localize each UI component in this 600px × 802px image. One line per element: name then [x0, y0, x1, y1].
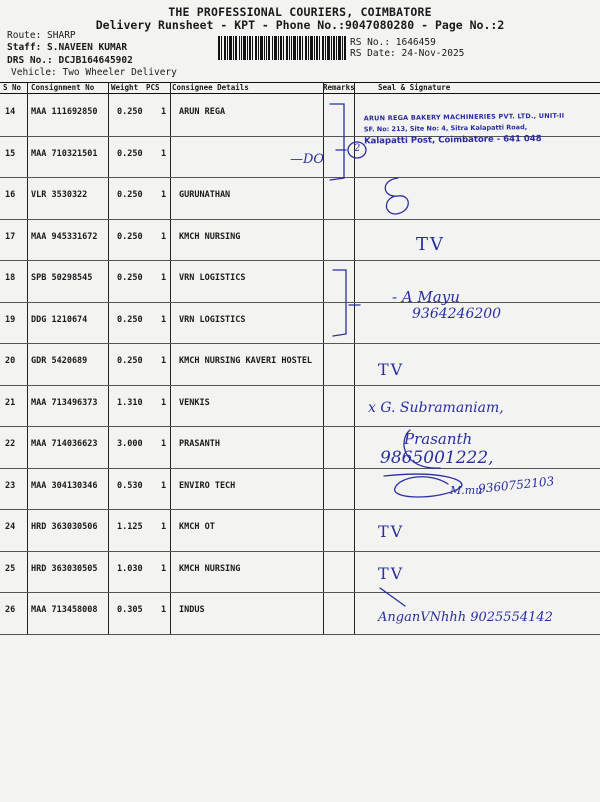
cell-consignment: MAA 710321501: [31, 148, 98, 159]
table-row: [0, 509, 600, 551]
cell-consignment: MAA 713458008: [31, 605, 98, 615]
table-row: [0, 551, 600, 593]
cell-consignee: VENKIS: [179, 397, 210, 408]
cell-pcs: 1: [161, 563, 167, 574]
cell-weight: 0.250: [117, 107, 143, 117]
cell-pcs: 1: [161, 480, 167, 491]
stamp-line-3: Kalapatti Post, Coimbatore - 641 048: [363, 133, 542, 147]
cell-sno: 17: [5, 231, 16, 242]
cell-consignment: MAA 714036623: [31, 439, 98, 449]
cell-pcs: 1: [161, 356, 167, 366]
cell-consignee: VRN LOGISTICS: [179, 273, 246, 283]
cell-consignment: VLR 3530322: [31, 190, 88, 200]
cell-sno: 20: [5, 356, 16, 366]
table-row: [0, 385, 600, 427]
tv-mark-25: TV: [378, 564, 405, 583]
cell-pcs: 1: [161, 273, 167, 283]
cell-consignee: PRASANTH: [179, 439, 220, 449]
rs-number: RS No.: 1646459: [350, 37, 436, 48]
table-row: [0, 426, 600, 468]
cell-weight: 0.250: [117, 356, 143, 366]
cell-sno: 18: [5, 273, 16, 283]
table-row: [0, 302, 600, 344]
cell-sno: 26: [5, 605, 16, 615]
cell-consignee: KMCH NURSING: [179, 563, 241, 574]
header-consignee: Consignee Details: [172, 83, 249, 92]
cell-pcs: 1: [161, 605, 167, 615]
cell-sno: 24: [5, 522, 16, 532]
header-weight: Weight: [111, 83, 139, 92]
do-remark: —DO: [290, 152, 325, 167]
cell-consignment: MAA 945331672: [31, 231, 98, 242]
cell-sno: 22: [5, 439, 16, 449]
barcode-image: [218, 36, 346, 60]
cell-sno: 19: [5, 314, 16, 325]
table-row: [0, 260, 600, 302]
cell-weight: 0.250: [117, 148, 143, 159]
cell-sno: 25: [5, 563, 16, 574]
cell-consignee: ARUN REGA: [179, 107, 226, 117]
cell-sno: 16: [5, 190, 16, 200]
cell-consignment: DDG 1210674: [31, 314, 88, 325]
signature-19-name: - A Mayu: [392, 288, 460, 306]
cell-consignment: MAA 713496373: [31, 397, 98, 408]
cell-weight: 3.000: [117, 439, 143, 449]
tv-mark-20: TV: [378, 360, 405, 379]
cell-sno: 15: [5, 148, 16, 159]
cell-pcs: 1: [161, 397, 167, 408]
drs-label: DRS No.: DCJB164645902: [7, 55, 133, 66]
cell-weight: 0.250: [117, 190, 143, 200]
signature-23-phone: 9360752103: [477, 474, 555, 496]
cell-consignee: KMCH OT: [179, 522, 215, 532]
row-divider: [0, 634, 600, 635]
rs-date: RS Date: 24-Nov-2025: [350, 48, 465, 59]
cell-consignment: HRD 363030506: [31, 522, 98, 532]
signature-22-name: Prasanth: [404, 430, 473, 448]
header-pcs: PCS: [146, 83, 160, 92]
cell-consignee: VRN LOGISTICS: [179, 314, 246, 325]
staff-label: Staff: S.NAVEEN KUMAR: [7, 42, 128, 53]
delivery-table: [0, 82, 600, 802]
cell-consignee: GURUNATHAN: [179, 190, 231, 200]
cell-pcs: 1: [161, 314, 167, 325]
cell-weight: 0.250: [117, 273, 143, 283]
vehicle-label: Vehicle: Two Wheeler Delivery: [11, 67, 177, 78]
company-title: THE PROFESSIONAL COURIERS, COIMBATORE: [168, 5, 432, 19]
header-remarks: Remarks: [323, 83, 355, 92]
cell-consignment: GDR 5420689: [31, 356, 88, 366]
cell-sno: 14: [5, 107, 16, 117]
table-row: [0, 219, 600, 261]
table-row: [0, 343, 600, 385]
cell-consignee: KMCH NURSING KAVERI HOSTEL: [179, 356, 313, 366]
cell-weight: 1.310: [117, 397, 143, 408]
tv-mark-17: TV: [416, 234, 446, 255]
cell-pcs: 1: [161, 522, 167, 532]
cell-weight: 0.250: [117, 231, 143, 242]
cell-sno: 23: [5, 480, 16, 491]
cell-weight: 0.305: [117, 605, 143, 615]
circle-number: 2: [354, 143, 361, 154]
table-row: [0, 177, 600, 219]
cell-consignee: KMCH NURSING: [179, 231, 241, 242]
signature-23-name: M.mu: [450, 484, 483, 497]
cell-consignment: MAA 111692850: [31, 107, 98, 117]
signature-22-phone: 9865001222,: [380, 448, 494, 468]
signature-21: x G. Subramaniam,: [368, 400, 504, 416]
signature-26: AnganVNhhh 9025554142: [378, 610, 553, 625]
cell-weight: 1.030: [117, 563, 143, 574]
stamp-line-1: ARUN REGA BAKERY MACHINERIES PVT. LTD., UNIT-II: [363, 111, 565, 123]
route-label: Route: SHARP: [7, 30, 76, 41]
cell-weight: 0.250: [117, 314, 143, 325]
cell-pcs: 1: [161, 148, 167, 159]
runsheet-subtitle: Delivery Runsheet - KPT - Phone No.:9047080280 - Page No.:2: [95, 18, 505, 32]
cell-weight: 0.530: [117, 480, 143, 491]
cell-pcs: 1: [161, 439, 167, 449]
cell-consignment: MAA 304130346: [31, 480, 98, 491]
header-seal: Seal & Signature: [378, 83, 451, 92]
company-stamp: [364, 112, 575, 165]
cell-consignment: HRD 363030505: [31, 563, 98, 574]
cell-consignment: SPB 50298545: [31, 273, 93, 283]
signature-19-phone: 9364246200: [412, 306, 502, 322]
cell-sno: 21: [5, 397, 16, 408]
header-sno: S No: [3, 83, 22, 92]
cell-consignee: ENVIRO TECH: [179, 480, 236, 491]
header-consignment: Consignment No: [31, 83, 95, 92]
cell-weight: 1.125: [117, 522, 143, 532]
stamp-line-2: SF. No: 213, Site No: 4, Sitra Kalapatti Road,: [363, 123, 528, 134]
cell-pcs: 1: [161, 190, 167, 200]
tv-mark-24: TV: [378, 522, 405, 541]
cell-consignee: INDUS: [179, 605, 205, 615]
cell-pcs: 1: [161, 231, 167, 242]
cell-pcs: 1: [161, 107, 167, 117]
